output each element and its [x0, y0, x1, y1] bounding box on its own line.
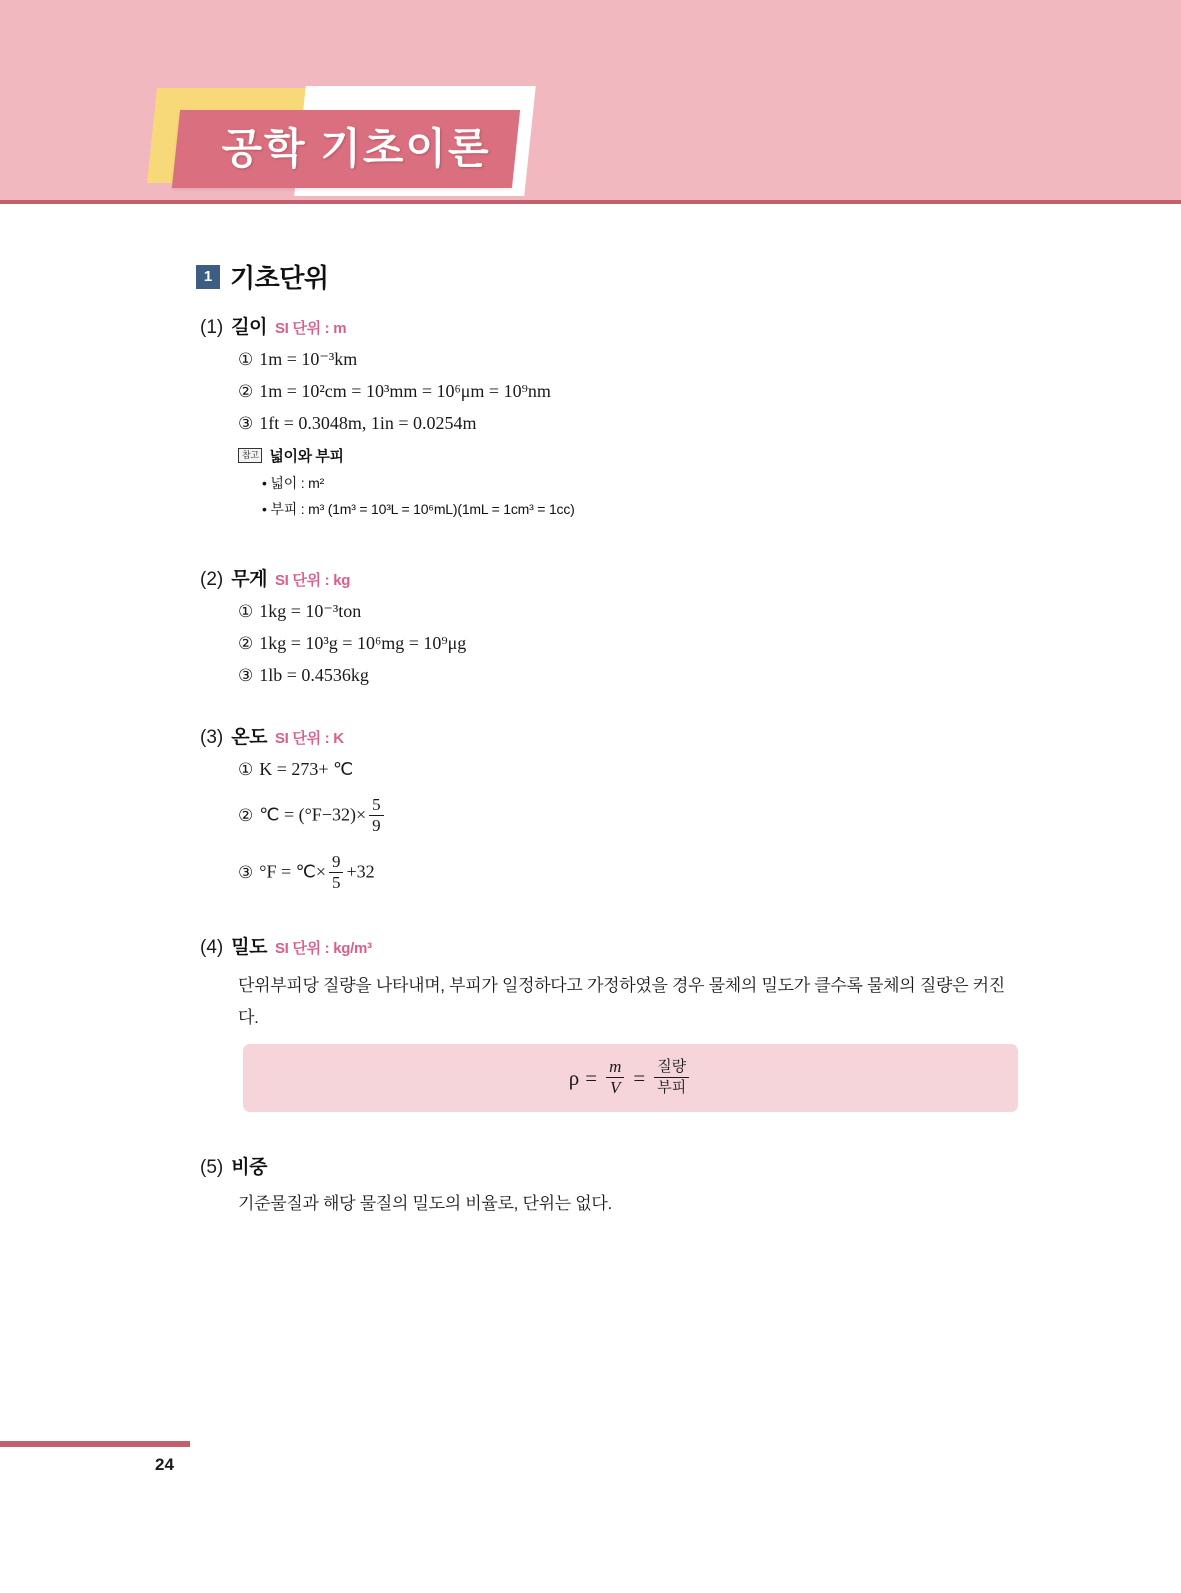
- item-weight: [200, 564, 466, 697]
- formula-equals-1: =: [585, 1065, 598, 1090]
- item-weight-name: 무게: [231, 569, 267, 590]
- item-weight-si-unit: SI 단위 : kg: [274, 572, 351, 589]
- fraction: [369, 795, 384, 836]
- formula-text: 1lb = 0.4536kg: [259, 665, 369, 685]
- fraction-numerator: 5: [369, 795, 384, 816]
- formula-line: [238, 413, 575, 434]
- item-density-heading: [200, 932, 372, 959]
- density-formula: [569, 1058, 692, 1099]
- item-temperature-name: 온도: [231, 727, 267, 748]
- fraction-denominator: 9: [372, 816, 381, 835]
- list-marker: ③: [238, 666, 254, 686]
- item-length-si-unit: SI 단위 : m: [274, 320, 347, 337]
- reference-block: [238, 445, 575, 519]
- item-length-name: 길이: [231, 317, 267, 338]
- density-formula-box: [243, 1044, 1018, 1112]
- fraction-denominator: V: [610, 1077, 621, 1097]
- formula-text: 1m = 10⁻³km: [259, 349, 358, 369]
- list-marker: ①: [238, 350, 254, 370]
- formula-text: ℃ = (°F−32)×: [259, 804, 367, 825]
- formula-equals-2: =: [633, 1065, 646, 1090]
- list-marker: ②: [238, 805, 254, 826]
- formula-text: K = 273+ ℃: [259, 759, 354, 779]
- item-density-paragraph: 단위부피당 질량을 나타내며, 부피가 일정하다고 가정하였을 경우 물체의 밀도가 클수록 물체의 질량은 커진다.: [238, 976, 1005, 1027]
- fraction-numerator: 질량: [654, 1057, 689, 1078]
- list-marker: ①: [238, 760, 254, 780]
- formula-text: °F = ℃×: [259, 861, 326, 882]
- list-marker: ②: [238, 382, 254, 402]
- formula-line: [238, 853, 387, 894]
- reference-badge: 참고: [238, 448, 262, 463]
- item-density-number: (4): [200, 937, 224, 958]
- section-heading: [196, 258, 328, 295]
- footer-rule: [0, 1441, 190, 1447]
- item-length-heading: [200, 312, 575, 339]
- item-length: [200, 312, 575, 525]
- list-marker: ②: [238, 634, 254, 654]
- reference-title: 넓이와 부피: [269, 448, 344, 465]
- formula-line: [238, 759, 387, 780]
- item-specific-gravity: [200, 1152, 267, 1179]
- item-density-si-unit: SI 단위 : kg/m³: [274, 940, 372, 957]
- reference-list: [262, 473, 575, 519]
- section-title: 기초단위: [230, 263, 329, 293]
- formula-line: [238, 349, 575, 370]
- list-marker: ①: [238, 602, 254, 622]
- formula-text: 1kg = 10³g = 10⁶mg = 10⁹μg: [259, 633, 467, 653]
- item-weight-heading: [200, 564, 466, 591]
- item-specific-gravity-heading: [200, 1152, 267, 1179]
- formula-symbol-rho: ρ: [568, 1065, 580, 1090]
- item-temperature: [200, 722, 387, 910]
- reference-line: • 넓이 : m²: [262, 475, 325, 491]
- item-length-number: (1): [200, 317, 224, 338]
- item-weight-lines: [238, 601, 466, 686]
- formula-line: [238, 796, 387, 837]
- page-number: 24: [155, 1455, 174, 1474]
- reference-line: • 부피 : m³ (1m³ = 10³L = 10⁶mL)(1mL = 1cm³ = 1cc): [262, 501, 575, 517]
- item-specific-gravity-name: 비중: [231, 1157, 267, 1178]
- item-specific-gravity-paragraph: 기준물질과 해당 물질의 밀도의 비율로, 단위는 없다.: [238, 1194, 612, 1213]
- item-length-lines: [238, 349, 575, 434]
- fraction: [329, 852, 344, 893]
- section-number-badge: 1: [196, 265, 220, 289]
- formula-line: [238, 381, 575, 402]
- fraction-mass-volume: [606, 1057, 624, 1098]
- fraction-numerator: m: [606, 1057, 624, 1078]
- formula-text-after: +32: [346, 861, 375, 882]
- fraction-korean-mass-volume: [654, 1057, 689, 1098]
- fraction-numerator: 9: [329, 852, 344, 873]
- item-specific-gravity-number: (5): [200, 1157, 224, 1178]
- list-marker: ③: [238, 862, 254, 883]
- formula-line: [238, 633, 466, 654]
- formula-text: 1m = 10²cm = 10³mm = 10⁶μm = 10⁹nm: [259, 381, 551, 401]
- formula-text: 1ft = 0.3048m, 1in = 0.0254m: [259, 413, 477, 433]
- item-density-name: 밀도: [231, 937, 267, 958]
- formula-text: 1kg = 10⁻³ton: [259, 601, 362, 621]
- reference-heading: [238, 445, 575, 466]
- formula-line: [238, 601, 466, 622]
- item-density: [200, 932, 372, 959]
- item-temperature-number: (3): [200, 727, 224, 748]
- fraction-denominator: 5: [331, 873, 341, 892]
- item-weight-number: (2): [200, 569, 224, 590]
- item-temperature-lines: [238, 759, 387, 894]
- header-rule: [0, 200, 1181, 204]
- page-title: 공학 기초이론: [221, 125, 491, 172]
- list-marker: ③: [238, 414, 254, 434]
- formula-line: [238, 665, 466, 686]
- fraction-denominator: 부피: [657, 1078, 687, 1096]
- item-temperature-heading: [200, 722, 387, 749]
- item-temperature-si-unit: SI 단위 : K: [274, 730, 344, 747]
